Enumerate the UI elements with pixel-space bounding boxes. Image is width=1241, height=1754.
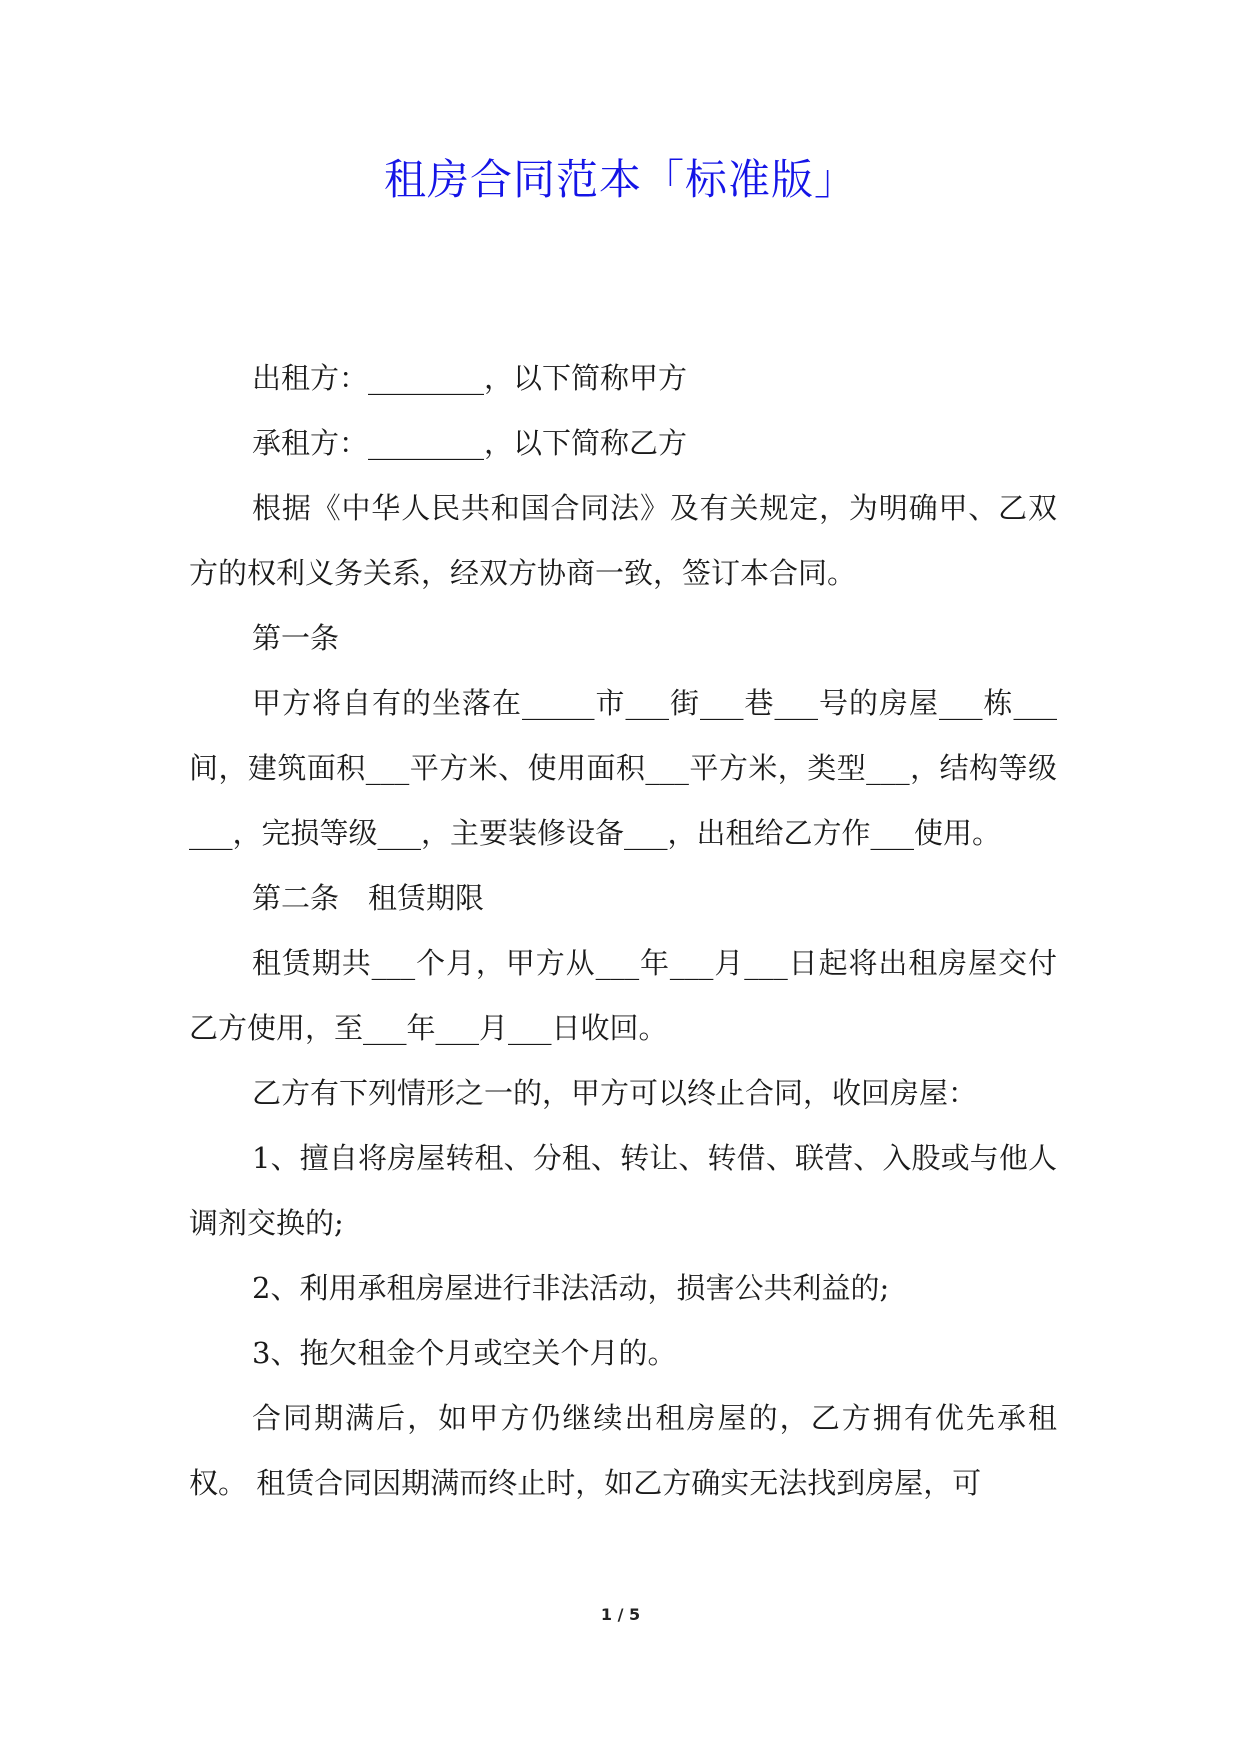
paragraph-lessee: 承租方：________，以下简称乙方	[252, 426, 688, 460]
paragraph-preamble: 根据《中华人民共和国合同法》及有关规定，为明确甲、乙双方的权利义务关系，经双方协商一致，签订本合同。	[189, 491, 1057, 590]
article-2-heading: 第二条 租赁期限	[252, 881, 485, 915]
termination-item-3: 3、拖欠租金个月或空关个月的。	[252, 1336, 677, 1370]
termination-conditions: 乙方有下列情形之一的，甲方可以终止合同，收回房屋：	[252, 1076, 978, 1110]
article-1-heading: 第一条	[252, 621, 340, 655]
page-number: 1 / 5	[600, 1605, 641, 1624]
termination-item-2: 2、利用承租房屋进行非法活动，损害公共利益的;	[252, 1271, 890, 1305]
termination-item-1: 1、擅自将房屋转租、分租、转让、转借、联营、入股或与他人调剂交换的;	[189, 1141, 1057, 1240]
article-2-term: 租赁期共___个月，甲方从___年___月___日起将出租房屋交付乙方使用，至___年___月___日收回。	[189, 946, 1057, 1045]
article-1-text: 甲方将自有的坐落在_____市___街___巷___号的房屋___栋___间，建筑面积___平方米、使用面积___平方米，类型___，结构等级___，完损等级___，主要装修设备___，出租给乙方作___使用。	[189, 686, 1057, 850]
document-body	[189, 346, 1057, 1516]
paragraph-lessor: 出租方：________，以下简称甲方	[252, 361, 688, 395]
renewal-paragraph: 合同期满后，如甲方仍继续出租房屋的，乙方拥有优先承租权。 租赁合同因期满而终止时，如乙方确实无法找到房屋，可	[189, 1401, 1057, 1500]
document-title: 租房合同范本「标准版」	[383, 155, 857, 204]
